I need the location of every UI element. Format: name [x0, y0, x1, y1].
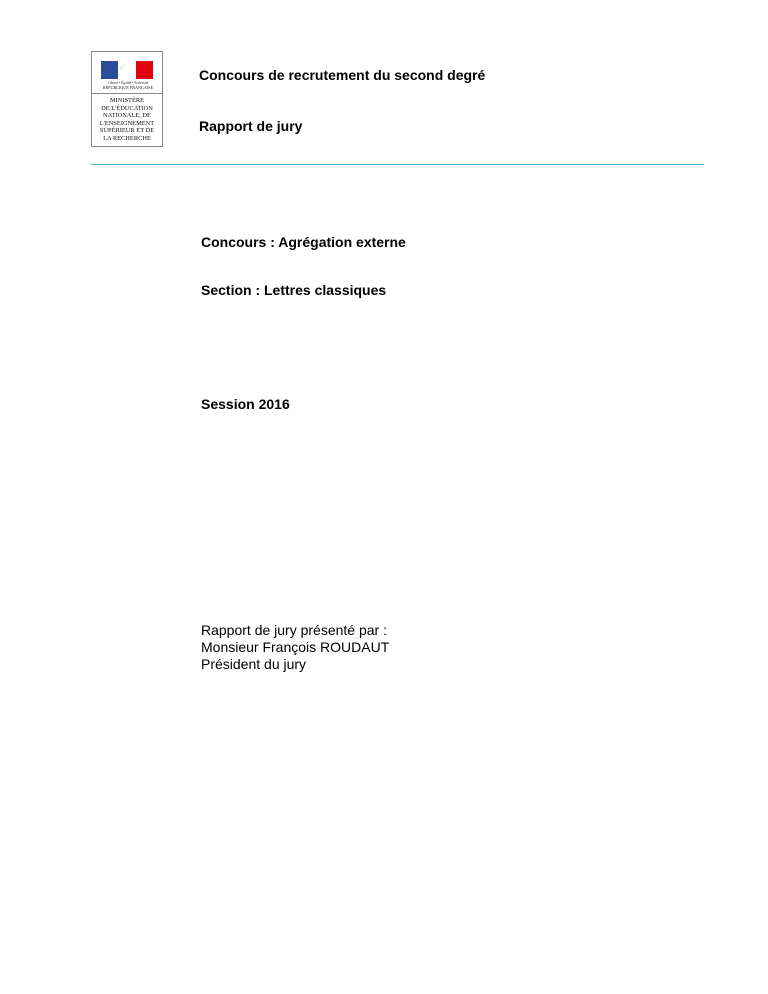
- concours-label: Concours : Agrégation externe: [201, 234, 406, 250]
- header-divider: [91, 164, 704, 165]
- ministry-name: [93, 97, 161, 143]
- ministry-line: LA RECHERCHE: [103, 134, 151, 142]
- section-label: Section : Lettres classiques: [201, 282, 387, 298]
- flag-red-band: [136, 61, 153, 79]
- presenter-block: [201, 622, 389, 673]
- french-flag-icon: [101, 61, 153, 79]
- republic-name: RÉPUBLIQUE FRANÇAISE: [102, 85, 154, 90]
- ministry-line: L'ENSEIGNEMENT: [99, 119, 155, 127]
- presenter-name: Monsieur François ROUDAUT: [201, 639, 390, 655]
- ministry-line: MINISTÈRE: [109, 97, 145, 104]
- marianne-profile-icon: [117, 62, 137, 79]
- ministry-logo: [91, 51, 163, 147]
- presenter-intro: Rapport de jury présenté par :: [201, 622, 387, 638]
- ministry-line: DE L'ÉDUCATION: [101, 104, 153, 112]
- ministry-line: SUPÉRIEUR ET DE: [99, 127, 155, 135]
- republic-motto: Liberté • Égalité • Fraternité: [107, 81, 149, 85]
- session-label: Session 2016: [201, 396, 290, 412]
- page-subtitle: Rapport de jury: [199, 118, 303, 134]
- flag-blue-band: [101, 61, 118, 79]
- logo-divider: [92, 93, 162, 94]
- page-title: Concours de recrutement du second degré: [199, 67, 486, 83]
- presenter-role: Président du jury: [201, 656, 307, 672]
- ministry-line: NATIONALE, DE: [103, 112, 151, 120]
